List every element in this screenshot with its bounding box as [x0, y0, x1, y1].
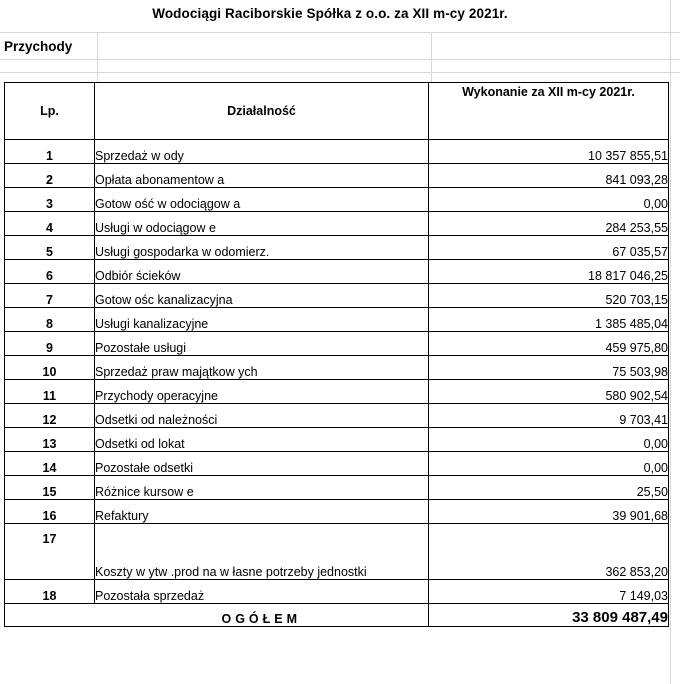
table-row: [5, 188, 669, 212]
row-lp: 9: [5, 332, 95, 356]
row-amount: 580 902,54: [429, 380, 669, 404]
row-lp: 1: [5, 140, 95, 164]
table-row: [5, 500, 669, 524]
row-amount: 520 703,15: [429, 284, 669, 308]
table-row: [5, 404, 669, 428]
row-amount: 0,00: [429, 452, 669, 476]
table-row: [5, 380, 669, 404]
row-lp: 7: [5, 284, 95, 308]
header-lp: Lp.: [5, 83, 95, 140]
row-activity: Usługi kanalizacyjne: [95, 308, 429, 332]
total-row: [5, 604, 669, 627]
table-row: [5, 356, 669, 380]
table-row: [5, 428, 669, 452]
row-lp: 15: [5, 476, 95, 500]
table-row: [5, 524, 669, 580]
section-label: Przychody: [4, 39, 73, 54]
row-activity: Pozostałe odsetki: [95, 452, 429, 476]
table-row: [5, 260, 669, 284]
row-lp: 10: [5, 356, 95, 380]
row-activity: Odsetki od należności: [95, 404, 429, 428]
row-amount: 1 385 485,04: [429, 308, 669, 332]
table-row: [5, 212, 669, 236]
row-lp: 8: [5, 308, 95, 332]
row-activity: Usługi w odociągow e: [95, 212, 429, 236]
row-amount: 0,00: [429, 188, 669, 212]
row-activity: Przychody operacyjne: [95, 380, 429, 404]
row-amount: 459 975,80: [429, 332, 669, 356]
total-lp: [5, 604, 95, 627]
row-activity: Odsetki od lokat: [95, 428, 429, 452]
table-row: [5, 580, 669, 604]
row-amount: 284 253,55: [429, 212, 669, 236]
row-activity: Refaktury: [95, 500, 429, 524]
row-lp: 5: [5, 236, 95, 260]
row-activity: Gotow ość w odociągow a: [95, 188, 429, 212]
table-row: [5, 140, 669, 164]
table-row: [5, 284, 669, 308]
row-activity: Odbiór ścieków: [95, 260, 429, 284]
row-amount: 10 357 855,51: [429, 140, 669, 164]
row-lp: 2: [5, 164, 95, 188]
row-activity: Koszty w ytw .prod na w łasne potrzeby jednostki: [95, 524, 429, 580]
row-amount: 0,00: [429, 428, 669, 452]
row-amount: 67 035,57: [429, 236, 669, 260]
row-lp: 4: [5, 212, 95, 236]
row-lp: 16: [5, 500, 95, 524]
row-lp: 17: [5, 524, 95, 580]
sheet-title: Wodociągi Raciborskie Spółka z o.o. za XII m-cy 2021r.: [152, 6, 508, 21]
row-activity: Gotow ośc kanalizacyjna: [95, 284, 429, 308]
row-amount: 39 901,68: [429, 500, 669, 524]
row-lp: 3: [5, 188, 95, 212]
row-activity: Usługi gospodarka w odomierz.: [95, 236, 429, 260]
row-lp: 18: [5, 580, 95, 604]
row-lp: 11: [5, 380, 95, 404]
table-row: [5, 476, 669, 500]
row-amount: 25,50: [429, 476, 669, 500]
row-activity: Różnice kursow e: [95, 476, 429, 500]
row-lp: 14: [5, 452, 95, 476]
total-label: OGÓŁEM: [95, 604, 429, 627]
row-amount: 75 503,98: [429, 356, 669, 380]
header-amount: Wykonanie za XII m-cy 2021r.: [429, 83, 669, 140]
row-amount: 841 093,28: [429, 164, 669, 188]
row-lp: 6: [5, 260, 95, 284]
row-activity: Pozostałe usługi: [95, 332, 429, 356]
table-row: [5, 236, 669, 260]
row-activity: Pozostała sprzedaż: [95, 580, 429, 604]
revenue-table: [4, 82, 669, 627]
row-amount: 7 149,03: [429, 580, 669, 604]
total-amount: 33 809 487,49: [429, 604, 669, 627]
table-row: [5, 452, 669, 476]
row-lp: 13: [5, 428, 95, 452]
row-lp: 12: [5, 404, 95, 428]
header-activity: Działalność: [95, 83, 429, 140]
row-amount: 18 817 046,25: [429, 260, 669, 284]
row-amount: 362 853,20: [429, 524, 669, 580]
row-activity: Sprzedaż w ody: [95, 140, 429, 164]
table-header-row: [5, 83, 669, 140]
row-activity: Opłata abonamentow a: [95, 164, 429, 188]
table-row: [5, 164, 669, 188]
row-amount: 9 703,41: [429, 404, 669, 428]
table-row: [5, 308, 669, 332]
row-activity: Sprzedaż praw majątkow ych: [95, 356, 429, 380]
table-row: [5, 332, 669, 356]
